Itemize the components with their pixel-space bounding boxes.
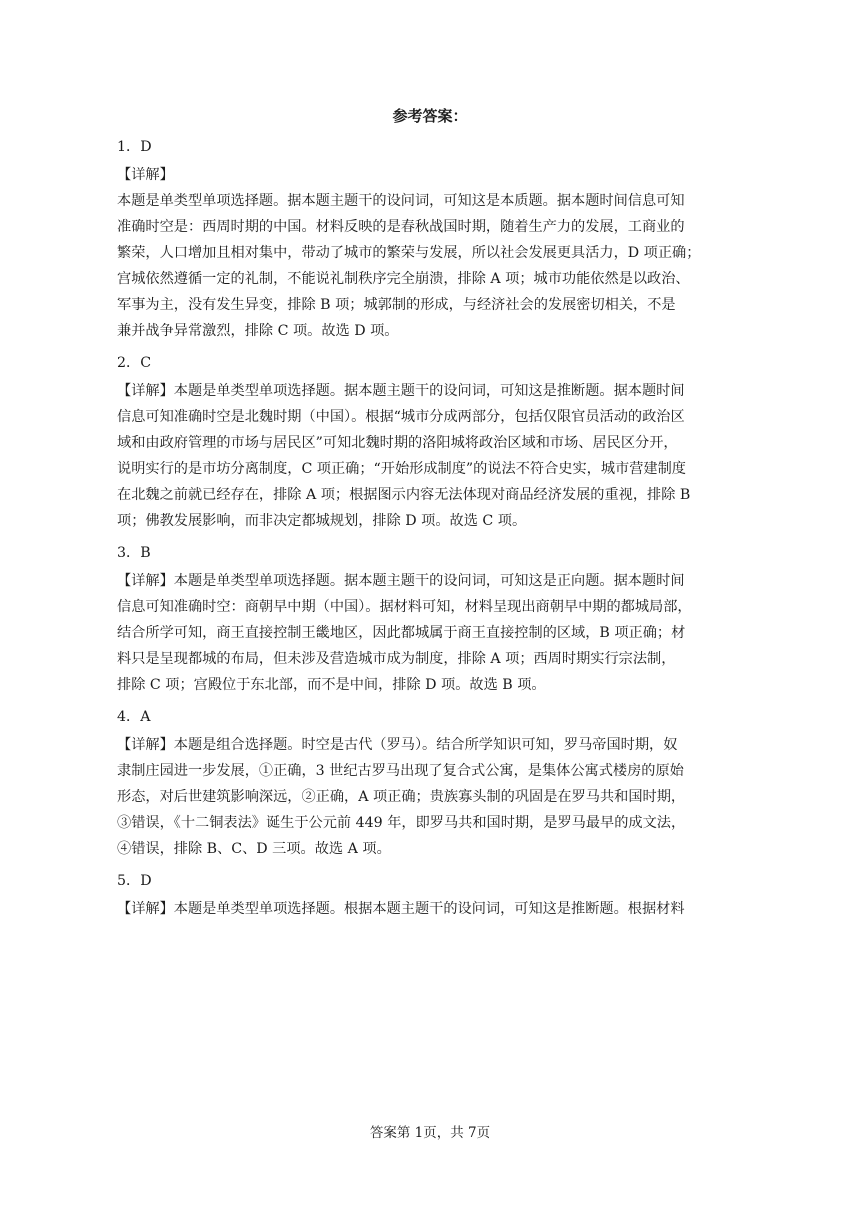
explanation-line: 军事为主，没有发生异变，排除 B 项；城郭制的形成，与经济社会的发展密切相关，不是	[117, 297, 676, 313]
explanation-line: 信息可知准确时空：商朝早中期（中国）。据材料可知，材料呈现出商朝早中期的都城局部，	[117, 599, 692, 615]
answer-number: 5．D	[117, 873, 152, 889]
answer-number: 4．A	[117, 709, 151, 725]
answer-explanation	[117, 378, 740, 534]
explanation-line: ④错误，排除 B、C、D 三项。故选 A 项。	[117, 841, 391, 857]
explanation-line: 域和由政府管理的市场与居民区”可知北魏时期的洛阳城将政治区域和市场、居民区分开，	[117, 435, 678, 451]
explanation-line: 在北魏之前就已经存在，排除 A 项；根据图示内容无法体现对商品经济发展的重视，排除 B	[117, 487, 691, 503]
explanation-line: 繁荣，人口增加且相对集中，带动了城市的繁荣与发展，所以社会发展更具活力，D 项正确；	[117, 245, 701, 261]
explanation-line: 形态，对后世建筑影响深远，②正确，A 项正确；贵族寡头制的巩固是在罗马共和国时期，	[117, 789, 686, 805]
page-title: 参考答案：	[392, 107, 468, 125]
answer-explanation	[117, 732, 740, 862]
explanation-line: 兼并战争异常激烈，排除 C 项。故选 D 项。	[117, 323, 399, 339]
answer-explanation	[117, 568, 740, 698]
answer-number: 1．D	[117, 139, 152, 155]
explanation-line: 本题是单类型单项选择题。据本题主题干的设问词，可知这是本质题。据本题时间信息可知	[117, 193, 685, 209]
answer-number: 2．C	[117, 355, 152, 371]
explanation-line: ③错误，《十二铜表法》诞生于公元前 449 年，即罗马共和国时期，是罗马最早的成文法，	[117, 815, 686, 831]
explanation-line: 准确时空是：西周时期的中国。材料反映的是春秋战国时期，随着生产力的发展，工商业的	[117, 219, 685, 235]
explanation-line: 信息可知准确时空是北魏时期（中国）。根据“城市分成两部分，包括仅限官员活动的政治区	[117, 409, 685, 425]
explanation-line: 说明实行的是市坊分离制度，C 项正确；“开始形成制度”的说法不符合史实，城市营建制度	[117, 461, 686, 477]
explanation-line: 隶制庄园进一步发展，①正确，3 世纪古罗马出现了复合式公寓，是集体公寓式楼房的原始	[117, 763, 684, 779]
answer-number: 3．B	[117, 545, 151, 561]
answer-explanation	[117, 162, 740, 344]
explanation-line: 【详解】本题是单类型单项选择题。据本题主题干的设问词，可知这是推断题。据本题时间	[117, 383, 685, 399]
explanation-line: 料只是呈现都城的布局，但未涉及营造城市成为制度，排除 A 项；西周时期实行宗法制，	[117, 651, 676, 667]
explanation-line: 【详解】本题是组合选择题。时空是古代（罗马）。结合所学知识可知，罗马帝国时期，奴	[117, 737, 678, 753]
explanation-line: 宫城依然遵循一定的礼制，不能说礼制秩序完全崩溃，排除 A 项；城市功能依然是以政治、	[117, 271, 690, 287]
explanation-line: 结合所学可知，商王直接控制王畿地区，因此都城属于商王直接控制的区域，B 项正确；材	[117, 625, 686, 641]
explanation-line: 【详解】本题是单类型单项选择题。根据本题主题干的设问词，可知这是推断题。根据材料	[117, 901, 685, 917]
answer-list	[117, 132, 740, 926]
explanation-line: 【详解】	[117, 167, 174, 183]
explanation-line: 排除 C 项；宫殿位于东北部，而不是中间，排除 D 项。故选 B 项。	[117, 677, 546, 693]
explanation-line: 项；佛教发展影响，而非决定都城规划，排除 D 项。故选 C 项。	[117, 513, 527, 529]
answer-explanation	[117, 896, 740, 922]
explanation-line: 【详解】本题是单类型单项选择题。据本题主题干的设问词，可知这是正向题。据本题时间	[117, 573, 685, 589]
page-footer: 答案第 1页，共 7页	[369, 1125, 491, 1141]
